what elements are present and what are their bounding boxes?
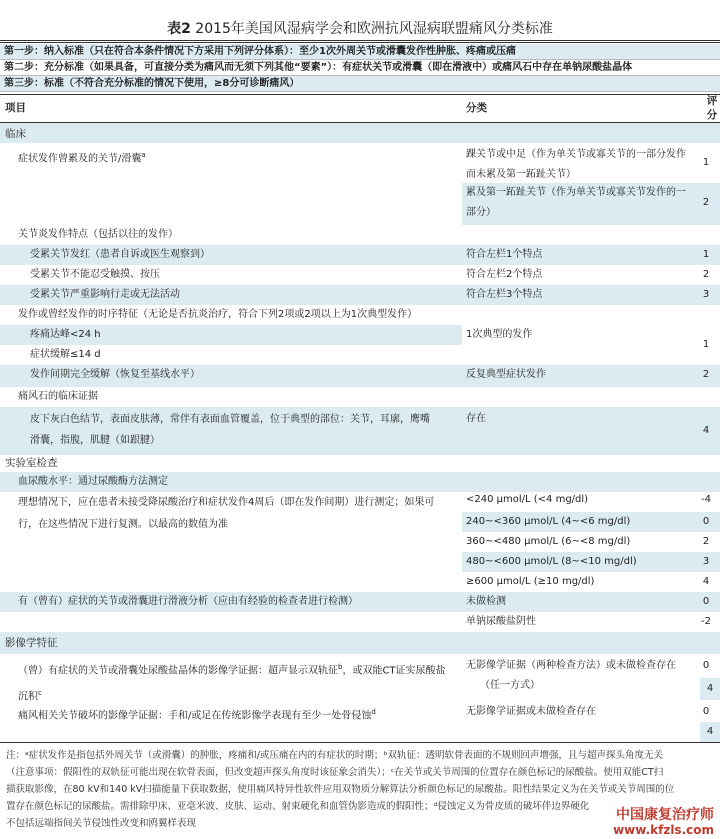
imaging-1-present-cell bbox=[700, 678, 720, 700]
synovial-option-2-row bbox=[0, 612, 720, 632]
timing-1-category: 1次典型的发作 bbox=[466, 329, 533, 340]
feature-label: 关节炎发作特点（包括以往的发作） bbox=[18, 229, 178, 240]
footnote-line-5: 不包括远端指间关节侵蚀性改变和鸥翼样表现 bbox=[6, 818, 197, 829]
uric-level-1-score: -4 bbox=[701, 494, 711, 505]
imaging-2-score-absent: 0 bbox=[702, 706, 710, 717]
table-header bbox=[0, 94, 720, 122]
uric-level-2 bbox=[462, 512, 720, 532]
tophus-row bbox=[0, 387, 720, 407]
uric-level-5-score: 4 bbox=[702, 576, 710, 587]
uric-level-3-range: 360~<480 μmol/L (6~<8 mg/dl) bbox=[466, 536, 631, 547]
timing-3-row bbox=[0, 365, 720, 387]
uric-level-1 bbox=[462, 490, 720, 512]
footnote-line-4: 置存在颜色标记的尿酸盐。需排除甲床、亚毫米波、皮肤、运动、射束硬化和血管伪影造成的假阳性；ᵈ侵蚀定义为骨皮质的破坏伴边界硬化 bbox=[6, 801, 590, 812]
synovial-row bbox=[0, 592, 720, 612]
header-item: 项目 bbox=[5, 102, 26, 114]
lab-section-label: 实验室检查 bbox=[5, 457, 58, 469]
timing-label: 发作或曾经发作的时序特征（无论是否抗炎治疗，符合下列2项或2项以上为1次典型发作） bbox=[18, 309, 418, 320]
table-number: 表2 bbox=[167, 21, 191, 37]
feature-1-category: 符合左栏1个特点 bbox=[466, 249, 543, 260]
involved-row bbox=[0, 145, 720, 183]
feature-3-category: 符合左栏3个特点 bbox=[466, 289, 543, 300]
header-category: 分类 bbox=[466, 102, 487, 114]
top-rule bbox=[0, 40, 720, 41]
imaging-1-row bbox=[0, 654, 720, 703]
feature-1-row bbox=[0, 245, 720, 265]
involved-option-1: 踝关节或中足（作为单关节或寡关节的一部分发作 而未累及第一跖趾关节） bbox=[466, 149, 686, 180]
uric-row bbox=[0, 472, 720, 492]
timing-3-label: 发作间期完全缓解（恢复至基线水平） bbox=[30, 369, 200, 380]
feature-1-score: 1 bbox=[702, 249, 710, 260]
uric-level-5-range: ≥600 μmol/L (≥10 mg/dl) bbox=[466, 576, 595, 587]
synovial-label: 有（曾有）症状的关节或滑囊进行滑液分析（应由有经验的检查者进行检测） bbox=[18, 596, 358, 607]
feature-1-label: 受累关节发红（患者自诉或医生观察到） bbox=[30, 249, 210, 260]
timing-1-row bbox=[0, 325, 462, 345]
uric-level-3 bbox=[462, 532, 720, 552]
involved-option-2: 累及第一跖趾关节（作为单关节或寡关节发作的一 部分） bbox=[466, 187, 686, 218]
uric-description: 理想情况下，应在患者未接受降尿酸治疗和症状发作4周后（即在发作间期）进行测定；如果可 行，在这些情况下进行复测。以最高的数值为准 bbox=[18, 497, 435, 530]
uric-level-5 bbox=[462, 572, 720, 592]
timing-2-row bbox=[0, 345, 462, 365]
feature-3-label: 受累关节严重影响行走或无法活动 bbox=[30, 289, 180, 300]
synovial-option-2: 单钠尿酸盐阴性 bbox=[466, 616, 536, 627]
tophus-category: 存在 bbox=[466, 413, 486, 424]
feature-row bbox=[0, 225, 720, 245]
timing-1-category-row bbox=[462, 325, 720, 365]
tophus-description: 皮下灰白色结节，表面皮肤薄，常伴有表面血管覆盖，位于典型的部位：关节，耳廓，鹰嘴 滑囊，指腹，肌腱（如跟腱） bbox=[30, 414, 430, 446]
footnotes bbox=[6, 747, 716, 832]
uric-desc-row bbox=[0, 492, 462, 592]
section-lab bbox=[0, 453, 720, 473]
imaging-1-score-absent: 0 bbox=[702, 660, 710, 671]
uric-level-3-score: 2 bbox=[702, 536, 710, 547]
uric-level-4-range: 480~<600 μmol/L (8~<10 mg/dl) bbox=[466, 556, 637, 567]
timing-1-score: 1 bbox=[702, 339, 710, 350]
uric-label: 血尿酸水平：通过尿酸酶方法测定 bbox=[18, 476, 168, 487]
top-rule-2 bbox=[0, 42, 720, 43]
feature-2-score: 2 bbox=[702, 269, 710, 280]
synovial-option-2-score: -2 bbox=[701, 616, 711, 627]
feature-3-score: 3 bbox=[702, 289, 710, 300]
steps bbox=[0, 44, 720, 92]
step-2: 第二步：充分标准（如果具备，可直接分类为痛风而无须下列其他“要素”）：有症状关节或滑囊（即在滑液中）或痛风石中存在单钠尿酸盐晶体 bbox=[0, 60, 720, 76]
timing-2-label: 症状缓解≤14 d bbox=[30, 349, 101, 360]
footnote-line-2: （注意事项：假阳性的双轨征可能出现在软骨表面，但改变超声探头角度时该征象会消失）；ᶜ在关节或关节周围的位置存在颜色标记的尿酸盐。使用双能CT扫 bbox=[6, 767, 664, 778]
imaging-2-score-present: 4 bbox=[706, 726, 714, 737]
header-score: 评 分 bbox=[706, 95, 718, 121]
feature-2-category: 符合左栏2个特点 bbox=[466, 269, 543, 280]
table-title-text: 2015年美国风湿病学会和欧洲抗风湿病联盟痛风分类标准 bbox=[195, 21, 553, 37]
step-1: 第一步：纳入标准（只在符合本条件情况下方采用下列评分体系）：至少1次外周关节或滑囊发作性肿胀、疼痛或压痛 bbox=[0, 44, 720, 60]
involved-option-1-score: 1 bbox=[702, 157, 710, 168]
timing-1-label: 疼痛达峰<24 h bbox=[30, 329, 101, 340]
step-3: 第三步：标准（不符合充分标准的情况下使用，≥8分可诊断痛风） bbox=[0, 76, 720, 92]
watermark-url: www.kfzls.com bbox=[613, 823, 714, 837]
section-imaging: 影像学特征 bbox=[0, 632, 720, 654]
watermark-name: 中国康复治疗师 bbox=[616, 807, 714, 823]
section-clinical: 临床 bbox=[0, 123, 720, 143]
timing-3-score: 2 bbox=[702, 369, 710, 380]
uric-level-4-score: 3 bbox=[702, 556, 710, 567]
footnote-line-1: 注：ᵃ症状发作是指包括外周关节（或滑囊）的肿胀，疼痛和/或压痛在内的有症状的时期；ᵇ双轨征：透明软骨表面的不规则回声增强，且与超声探头角度无关 bbox=[6, 750, 663, 761]
timing-3-category: 反复典型症状发作 bbox=[466, 369, 546, 380]
uric-level-4 bbox=[462, 552, 720, 572]
imaging-2-present-cell bbox=[700, 722, 720, 742]
imaging-1-score-present: 4 bbox=[706, 683, 714, 694]
bottom-rule bbox=[0, 742, 720, 743]
timing-row bbox=[0, 305, 720, 325]
synovial-option-1: 未做检测 bbox=[466, 596, 506, 607]
involved-option-2-score: 2 bbox=[702, 197, 710, 208]
table-title bbox=[0, 18, 720, 38]
tophus-score: 4 bbox=[702, 425, 710, 436]
synovial-option-1-score: 0 bbox=[702, 596, 710, 607]
tophus-detail-row bbox=[0, 407, 720, 455]
involved-label: 症状发作曾累及的关节/滑囊$^a$ bbox=[18, 151, 146, 165]
imaging-2-row bbox=[0, 700, 720, 744]
feature-3-row bbox=[0, 285, 720, 305]
uric-level-1-range: <240 μmol/L (<4 mg/dl) bbox=[466, 494, 589, 505]
footnote-line-3: 描获取影像，在80 kV和140 kV扫描能量下获取数据，使用痛风特异性软件应用双物质分解算法分析颜色标记的尿酸盐。阳性结果定义为在关节或关节周围的位 bbox=[6, 784, 675, 795]
uric-level-2-range: 240~<360 μmol/L (4~<6 mg/dl) bbox=[466, 516, 631, 527]
feature-2-row bbox=[0, 265, 720, 285]
imaging-1-label: （曾）有症状的关节或滑囊处尿酸盐晶体的影像学证据：超声显示双轨征$^b$，或双能CT证实尿酸盐 沉积$^c$ bbox=[18, 663, 446, 703]
uric-level-2-score: 0 bbox=[702, 516, 710, 527]
imaging-2-label: 痛风相关关节破坏的影像学证据：手和/或足在传统影像学表现有至少一处骨侵蚀$^d$ bbox=[18, 708, 376, 722]
involved-option-2-row bbox=[462, 183, 720, 225]
feature-2-label: 受累关节不能忍受触摸、按压 bbox=[30, 269, 160, 280]
imaging-1-category: 无影像学证据（两种检查方法）或未做检查存在 （任一方式） bbox=[466, 660, 676, 691]
imaging-2-category: 无影像学证据或未做检查存在 bbox=[466, 706, 596, 717]
watermark bbox=[613, 807, 714, 837]
tophus-label: 痛风石的临床证据 bbox=[18, 391, 98, 402]
